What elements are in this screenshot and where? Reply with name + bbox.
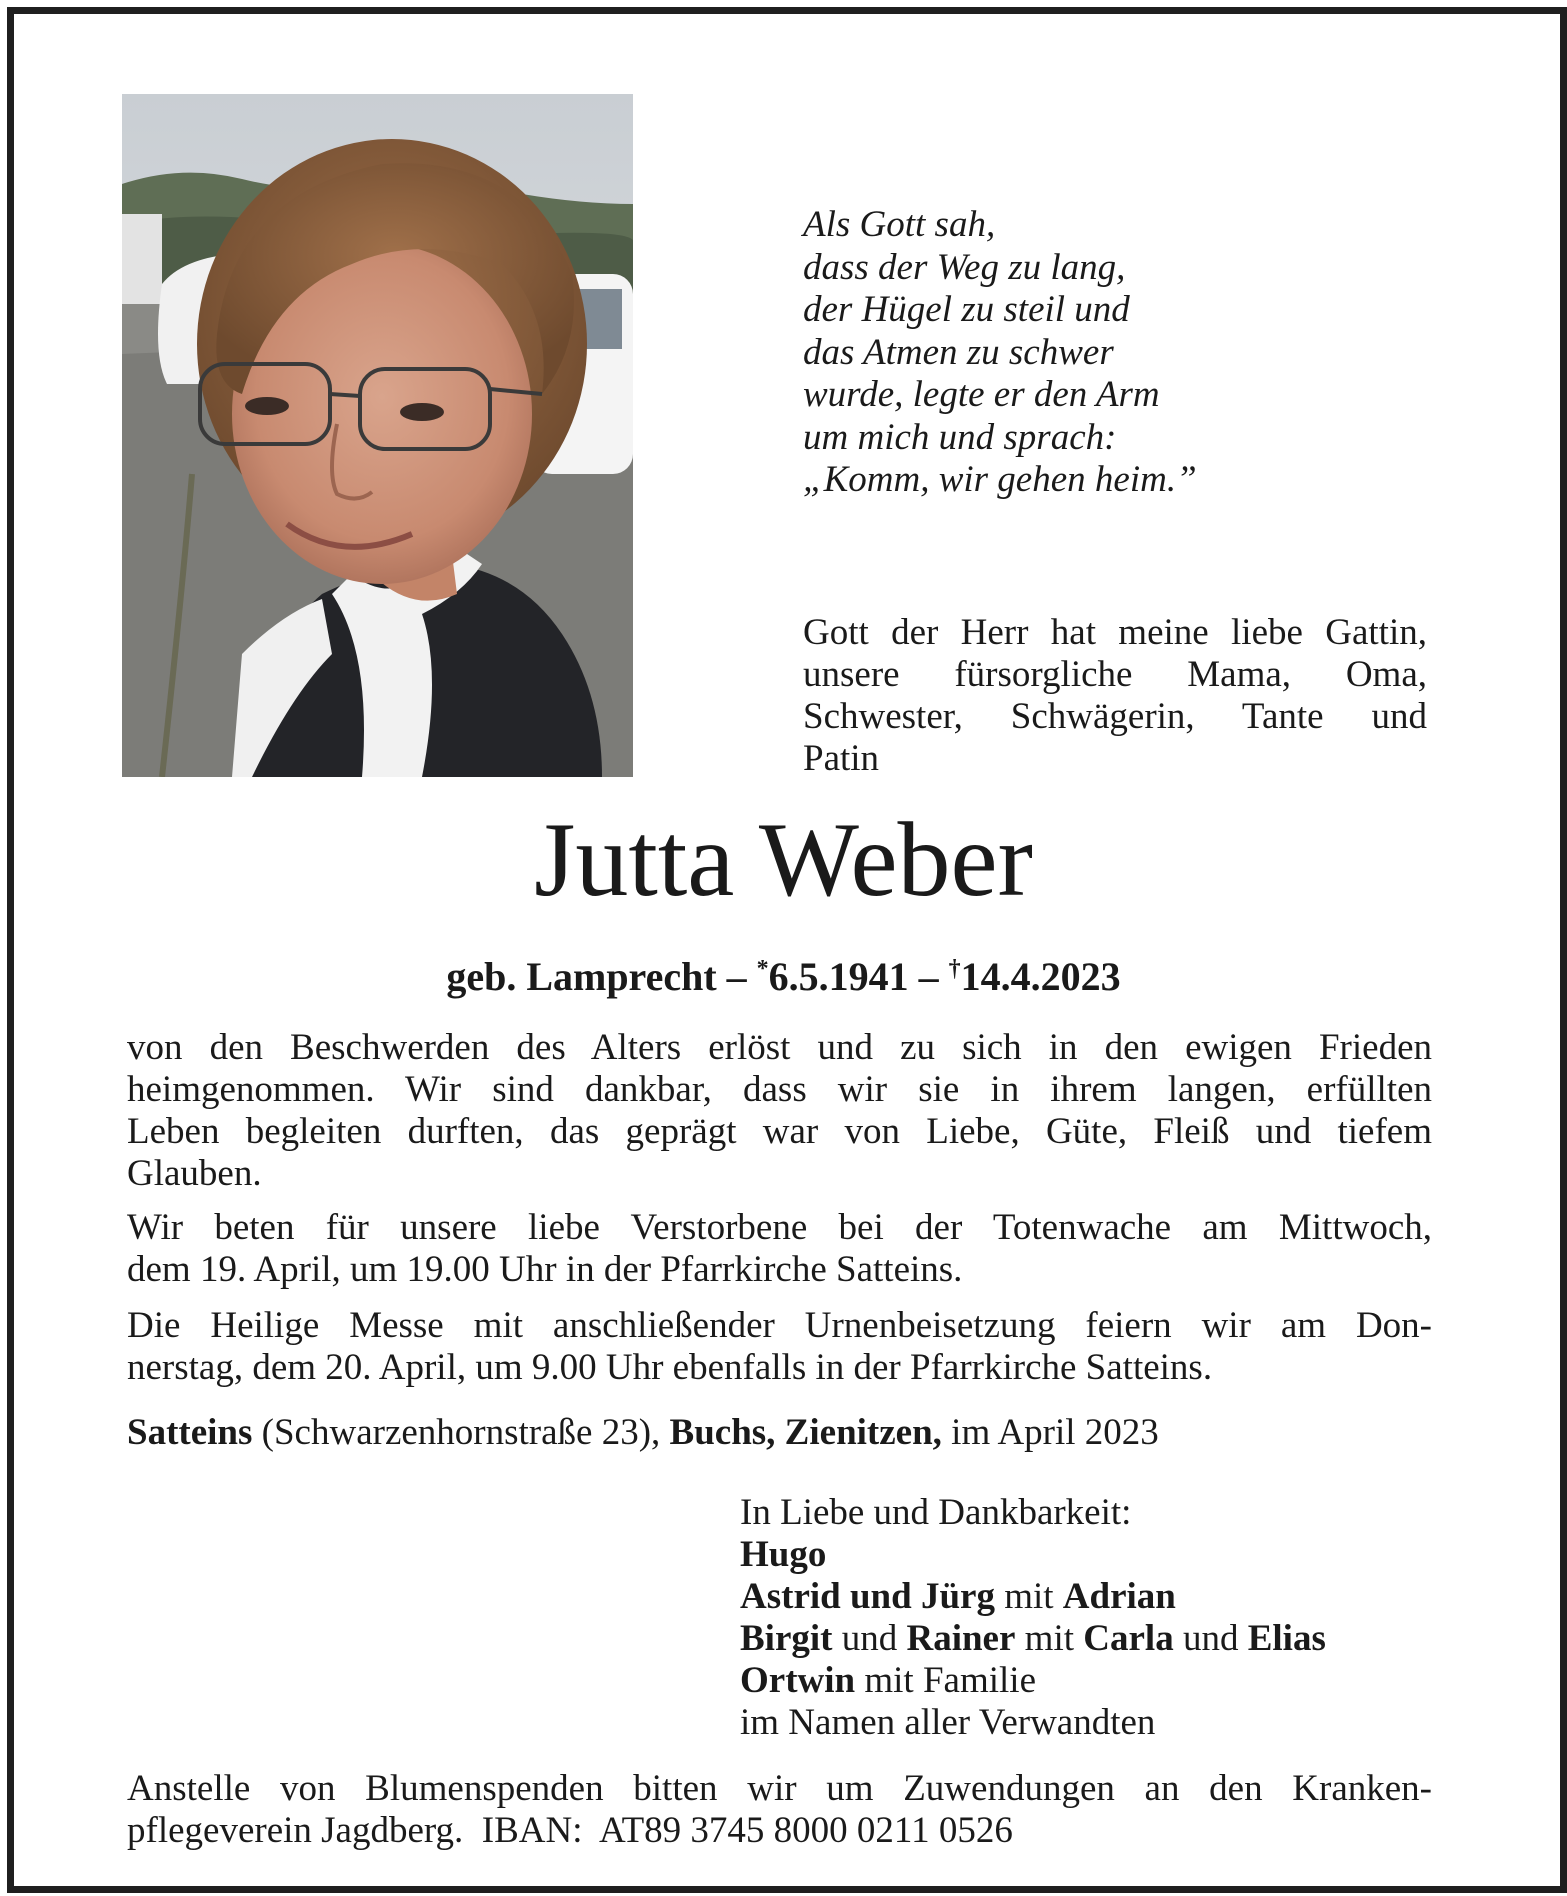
paragraph-3 [127, 1305, 1432, 1389]
signoff-name: Carla [1083, 1618, 1174, 1659]
birth-symbol: * [756, 956, 769, 982]
poem-line: wurde, legte er den Arm [803, 374, 1160, 415]
donation-note [127, 1768, 1432, 1852]
paragraph-line: Wir beten für unsere liebe Verstorbene bei der Totenwache am Mittwoch, [127, 1207, 1432, 1248]
intro-line: Schwester, Schwägerin, Tante und [803, 696, 1427, 737]
signoff-name: Birgit [740, 1618, 833, 1659]
birth-name: geb. Lamprecht [446, 954, 717, 999]
poem-line: „Komm, wir gehen heim.” [803, 459, 1197, 500]
separator: – [918, 954, 939, 999]
paragraph-line: Die Heilige Messe mit anschließender Urnenbeisetzung feiern wir am Don- [127, 1305, 1432, 1346]
poem-line: um mich und sprach: [803, 416, 1117, 458]
signoff-connector: und [1182, 1618, 1239, 1659]
separator: – [726, 954, 747, 999]
donation-line: pflegeverein Jagdberg. IBAN: AT89 3745 8000 0211 0526 [127, 1810, 1013, 1851]
birth-date: 6.5.1941 [768, 954, 909, 999]
intro-line: unsere fürsorgliche Mama, Oma, [803, 654, 1427, 695]
intro-line: Gott der Herr hat meine liebe Gattin, [803, 612, 1427, 653]
paragraph-line: von den Beschwerden des Alters erlöst und zu sich in den ewigen Frieden [127, 1027, 1432, 1068]
signoff-name: Hugo [740, 1534, 827, 1575]
paragraph-1 [127, 1027, 1432, 1195]
signoff-line [740, 1576, 1326, 1618]
poem-line: dass der Weg zu lang, [803, 246, 1126, 288]
signoff-heading: In Liebe und Dankbarkeit: [740, 1492, 1132, 1533]
place-date-line [127, 1411, 1159, 1455]
death-symbol: † [948, 956, 961, 982]
donation-line: Anstelle von Blumenspenden bitten wir um Zuwendungen an den Kranken- [127, 1768, 1432, 1809]
signoff [740, 1492, 1326, 1744]
place-town: Satteins [127, 1412, 253, 1453]
signoff-connector: mit Familie [864, 1660, 1036, 1701]
paragraph-line: heimgenommen. Wir sind dankbar, dass wir sie in ihrem langen, erfüllten [127, 1069, 1432, 1110]
poem-line: das Atmen zu schwer [803, 331, 1114, 373]
paragraph-line: dem 19. April, um 19.00 Uhr in der Pfarrkirche Satteins. [127, 1249, 963, 1290]
paragraph-line: Leben begleiten durften, das geprägt war von Liebe, Güte, Fleiß und tiefem [127, 1111, 1432, 1152]
death-date: 14.4.2023 [960, 954, 1121, 999]
signoff-name: Adrian [1062, 1576, 1176, 1617]
signoff-name: Rainer [906, 1618, 1016, 1659]
signoff-line [740, 1618, 1326, 1660]
poem-line: der Hügel zu steil und [803, 289, 1130, 330]
signoff-line [740, 1534, 1326, 1576]
signoff-name: Astrid und Jürg [740, 1576, 995, 1617]
signoff-line: im Namen aller Verwandten [740, 1702, 1156, 1743]
place-address: (Schwarzenhornstraße 23), [261, 1412, 661, 1453]
signoff-line [740, 1660, 1326, 1702]
place-date: im April 2023 [951, 1412, 1159, 1453]
place-others: Buchs, Zienitzen, [669, 1412, 942, 1453]
signoff-connector: mit [1004, 1576, 1054, 1617]
poem [803, 204, 1423, 502]
signoff-name: Elias [1247, 1618, 1326, 1659]
portrait-photo [122, 94, 633, 777]
poem-line: Als Gott sah, [803, 204, 996, 245]
life-dates [0, 944, 1567, 1002]
intro-line: Patin [803, 738, 880, 779]
deceased-name: Jutta Weber [534, 801, 1033, 918]
portrait-illustration [122, 94, 633, 777]
paragraph-line: Glauben. [127, 1153, 262, 1194]
signoff-connector: mit [1024, 1618, 1075, 1659]
intro-text [803, 612, 1427, 780]
paragraph-2 [127, 1207, 1432, 1291]
signoff-name: Ortwin [740, 1660, 856, 1701]
signoff-connector: und [841, 1618, 898, 1659]
paragraph-line: nerstag, dem 20. April, um 9.00 Uhr ebenfalls in der Pfarrkirche Satteins. [127, 1347, 1213, 1388]
